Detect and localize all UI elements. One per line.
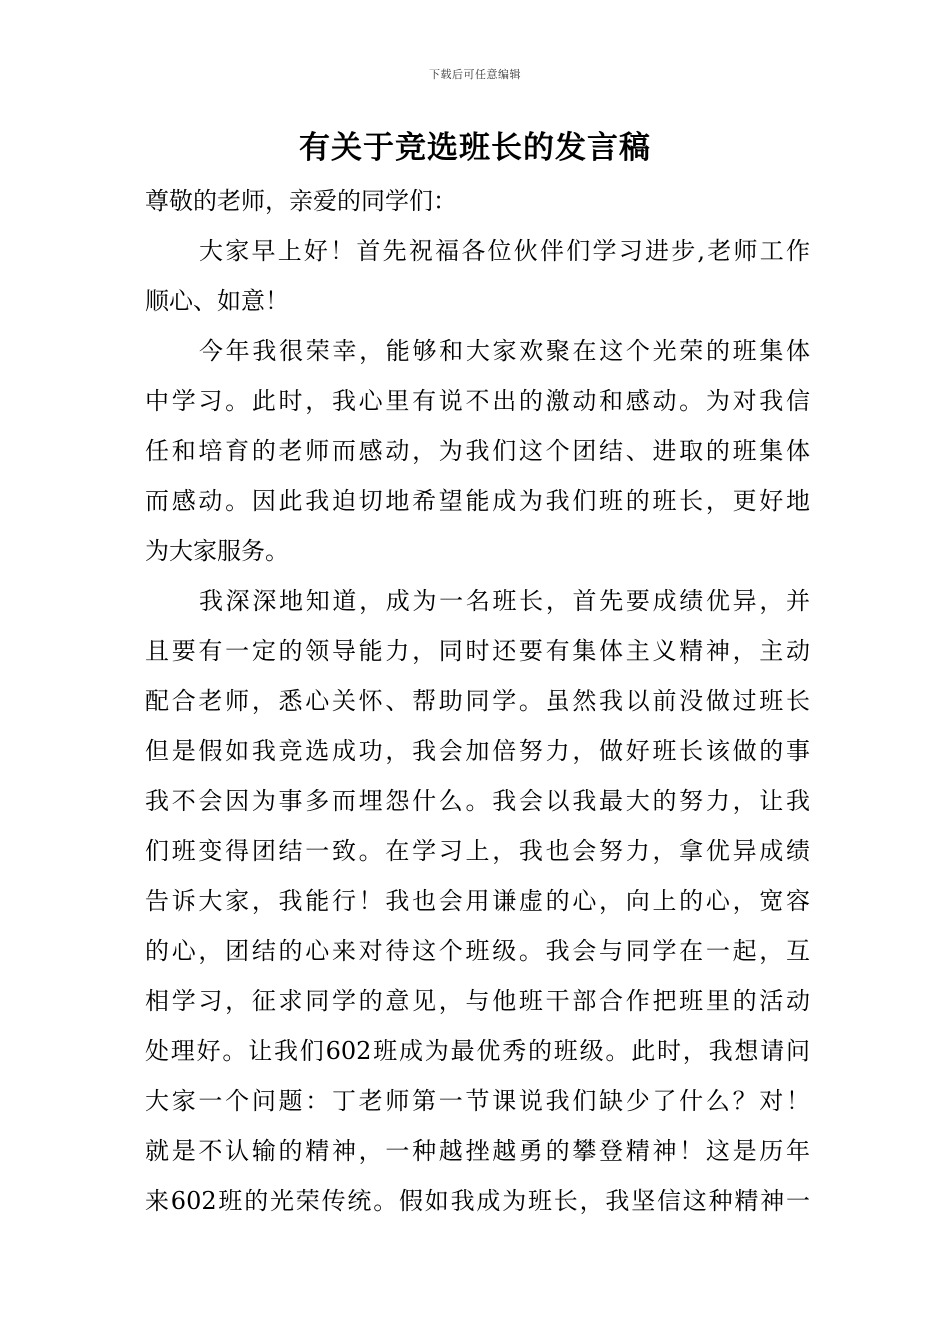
paragraph-3-line-12: 就是不认输的精神，一种越挫越勇的攀登精神！这是历年: [145, 1137, 810, 1165]
paragraph-3-line-8: 的心，团结的心来对待这个班级。我会与同学在一起，互: [145, 937, 810, 965]
paragraph-2-line-2: 中学习。此时，我心里有说不出的激动和感动。为对我信: [145, 387, 810, 415]
paragraph-3-line-3: 配合老师，悉心关怀、帮助同学。虽然我以前没做过班长: [145, 687, 810, 715]
paragraph-3-line-10: 处理好。让我们602班成为最优秀的班级。此时，我想请问: [145, 1037, 810, 1065]
document-title: 有关于竞选班长的发言稿: [299, 130, 651, 166]
paragraph-3-line-5: 我不会因为事多而埋怨什么。我会以我最大的努力，让我: [145, 787, 810, 815]
paragraph-3-line-6: 们班变得团结一致。在学习上，我也会努力，拿优异成绩: [145, 837, 810, 865]
salutation-line: 尊敬的老师，亲爱的同学们：: [145, 187, 457, 215]
paragraph-3-line-13: 来602班的光荣传统。假如我成为班长，我坚信这种精神一: [145, 1187, 810, 1215]
document-body: [145, 176, 810, 1226]
paragraph-3-line-9: 相学习，征求同学的意见，与他班干部合作把班里的活动: [145, 987, 810, 1015]
paragraph-2-line-5: 为大家服务。: [145, 537, 289, 565]
paragraph-3-line-1: 我深深地知道，成为一名班长，首先要成绩优异，并: [199, 587, 810, 615]
header-note: 下载后可任意编辑: [429, 68, 521, 81]
paragraph-1-line-1: 大家早上好！首先祝福各位伙伴们学习进步,老师工作: [199, 237, 810, 265]
paragraph-3-line-4: 但是假如我竞选成功，我会加倍努力，做好班长该做的事: [145, 737, 810, 765]
paragraph-3-line-7: 告诉大家，我能行！我也会用谦虚的心，向上的心，宽容: [145, 887, 810, 915]
paragraph-3-line-11: 大家一个问题：丁老师第一节课说我们缺少了什么？对！: [145, 1087, 810, 1115]
paragraph-1-line-2: 顺心、如意！: [145, 287, 289, 315]
paragraph-2-line-4: 而感动。因此我迫切地希望能成为我们班的班长，更好地: [145, 487, 810, 515]
paragraph-2-line-1: 今年我很荣幸，能够和大家欢聚在这个光荣的班集体: [199, 337, 810, 365]
paragraph-3-line-2: 且要有一定的领导能力，同时还要有集体主义精神，主动: [145, 637, 810, 665]
paragraph-2-line-3: 任和培育的老师而感动，为我们这个团结、进取的班集体: [145, 437, 810, 465]
